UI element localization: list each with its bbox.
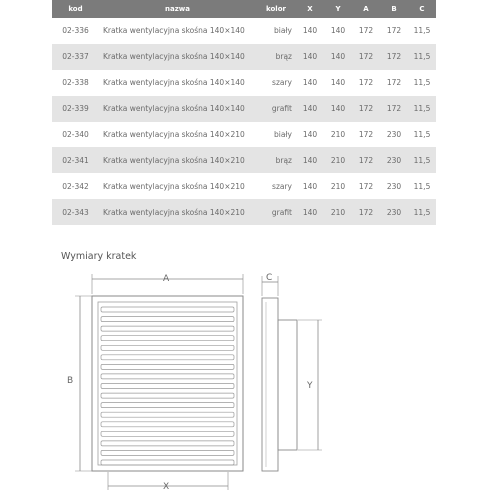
louver-slat [101, 450, 234, 455]
cell-kod: 02-339 [52, 96, 99, 122]
grille-side-view [262, 298, 297, 471]
louver-slat [101, 374, 234, 379]
cell-y: 210 [330, 181, 346, 191]
cell-kod: 02-340 [62, 130, 89, 139]
cell-kolor: grafit [256, 96, 296, 122]
cell-x: 140 [296, 147, 324, 173]
cell-c: 11,5 [408, 44, 436, 70]
cell-x: 140 [302, 130, 318, 139]
cell-kolor: szary [272, 181, 292, 191]
cell-kolor: brąz [256, 147, 296, 173]
cell-c: 11,5 [413, 130, 431, 139]
cell-kolor: grafit [256, 199, 296, 225]
cell-b: 230 [386, 130, 402, 139]
cell-kolor: biały [273, 26, 292, 36]
cell-kod: 02-343 [52, 199, 99, 225]
cell-c: 11,5 [413, 181, 431, 191]
cell-x: 140 [296, 199, 324, 225]
cell-x: 140 [296, 44, 324, 70]
dimension-c-label: C [266, 273, 273, 283]
cell-a: 172 [358, 26, 374, 36]
cell-x: 140 [302, 181, 318, 191]
louver-slat [101, 441, 234, 446]
cell-y: 140 [324, 96, 352, 122]
dimension-a [92, 274, 243, 294]
cell-nazwa: Kratka wentylacyjna skośna 140×210 [103, 181, 245, 191]
cell-a: 172 [352, 199, 380, 225]
dimension-y [298, 320, 322, 450]
cell-b: 230 [380, 199, 408, 225]
cell-kod: 02-336 [62, 26, 89, 36]
cell-c: 11,5 [408, 147, 436, 173]
louver-slat [101, 384, 234, 389]
cell-kod: 02-342 [62, 181, 89, 191]
cell-kolor: szary [272, 78, 292, 88]
louver-slat [101, 422, 234, 427]
cell-c: 11,5 [413, 78, 431, 88]
cell-kod: 02-338 [62, 78, 89, 88]
cell-nazwa: Kratka wentylacyjna skośna 140×140 [99, 44, 256, 70]
cell-c: 11,5 [408, 96, 436, 122]
louver-slat [101, 403, 234, 408]
cell-b: 172 [386, 78, 402, 88]
cell-b: 230 [380, 147, 408, 173]
cell-kod: 02-337 [52, 44, 99, 70]
cell-y: 140 [330, 26, 346, 36]
cell-b: 172 [380, 96, 408, 122]
cell-y: 210 [324, 147, 352, 173]
header-a: A [352, 0, 380, 18]
louver-slat [101, 336, 234, 341]
header-nazwa: nazwa [99, 0, 256, 18]
cell-a: 172 [352, 96, 380, 122]
dimension-b [67, 296, 92, 471]
cell-x: 140 [302, 78, 318, 88]
cell-x: 140 [296, 96, 324, 122]
louver-slat [101, 345, 234, 350]
cell-y: 210 [330, 130, 346, 139]
cell-y: 140 [324, 44, 352, 70]
louver-slat [101, 326, 234, 331]
louver-slat [101, 317, 234, 322]
cell-kod: 02-341 [52, 147, 99, 173]
header-kod: kod [52, 0, 99, 18]
cell-a: 172 [358, 78, 374, 88]
cell-c: 11,5 [408, 199, 436, 225]
cell-y: 210 [324, 199, 352, 225]
header-b: B [380, 0, 408, 18]
cell-kolor: biały [273, 130, 292, 139]
louver-slat [101, 307, 234, 312]
grille-louvers [101, 307, 234, 465]
cell-b: 172 [386, 26, 402, 36]
header-c: C [408, 0, 436, 18]
louver-slat [101, 431, 234, 436]
dimension-y-label: Y [307, 381, 313, 391]
louver-slat [101, 355, 234, 360]
cell-nazwa: Kratka wentylacyjna skośna 140×210 [103, 130, 245, 139]
cell-x: 140 [302, 26, 318, 36]
dimension-b-label: B [67, 376, 74, 386]
dimension-c [262, 273, 278, 296]
cell-nazwa: Kratka wentylacyjna skośna 140×140 [99, 96, 256, 122]
cell-a: 172 [358, 181, 374, 191]
cell-nazwa: Kratka wentylacyjna skośna 140×210 [99, 199, 256, 225]
cell-b: 172 [380, 44, 408, 70]
dimension-a-label: A [163, 274, 170, 284]
cell-a: 172 [352, 44, 380, 70]
cell-c: 11,5 [413, 26, 431, 36]
cell-a: 172 [358, 130, 374, 139]
cell-a: 172 [352, 147, 380, 173]
louver-slat [101, 412, 234, 417]
cell-nazwa: Kratka wentylacyjna skośna 140×210 [99, 147, 256, 173]
header-kolor: kolor [256, 0, 296, 18]
cell-y: 140 [330, 78, 346, 88]
header-y: Y [324, 0, 352, 18]
cell-nazwa: Kratka wentylacyjna skośna 140×140 [103, 26, 245, 36]
cell-nazwa: Kratka wentylacyjna skośna 140×140 [103, 78, 245, 88]
cell-kolor: brąz [256, 44, 296, 70]
louver-slat [101, 364, 234, 369]
cell-b: 230 [386, 181, 402, 191]
header-x: X [296, 0, 324, 18]
dimension-x [108, 472, 228, 492]
diagram-title: Wymiary kratek [61, 251, 137, 262]
louver-slat [101, 460, 234, 465]
louver-slat [101, 393, 234, 398]
dimension-x-label: X [163, 482, 170, 492]
